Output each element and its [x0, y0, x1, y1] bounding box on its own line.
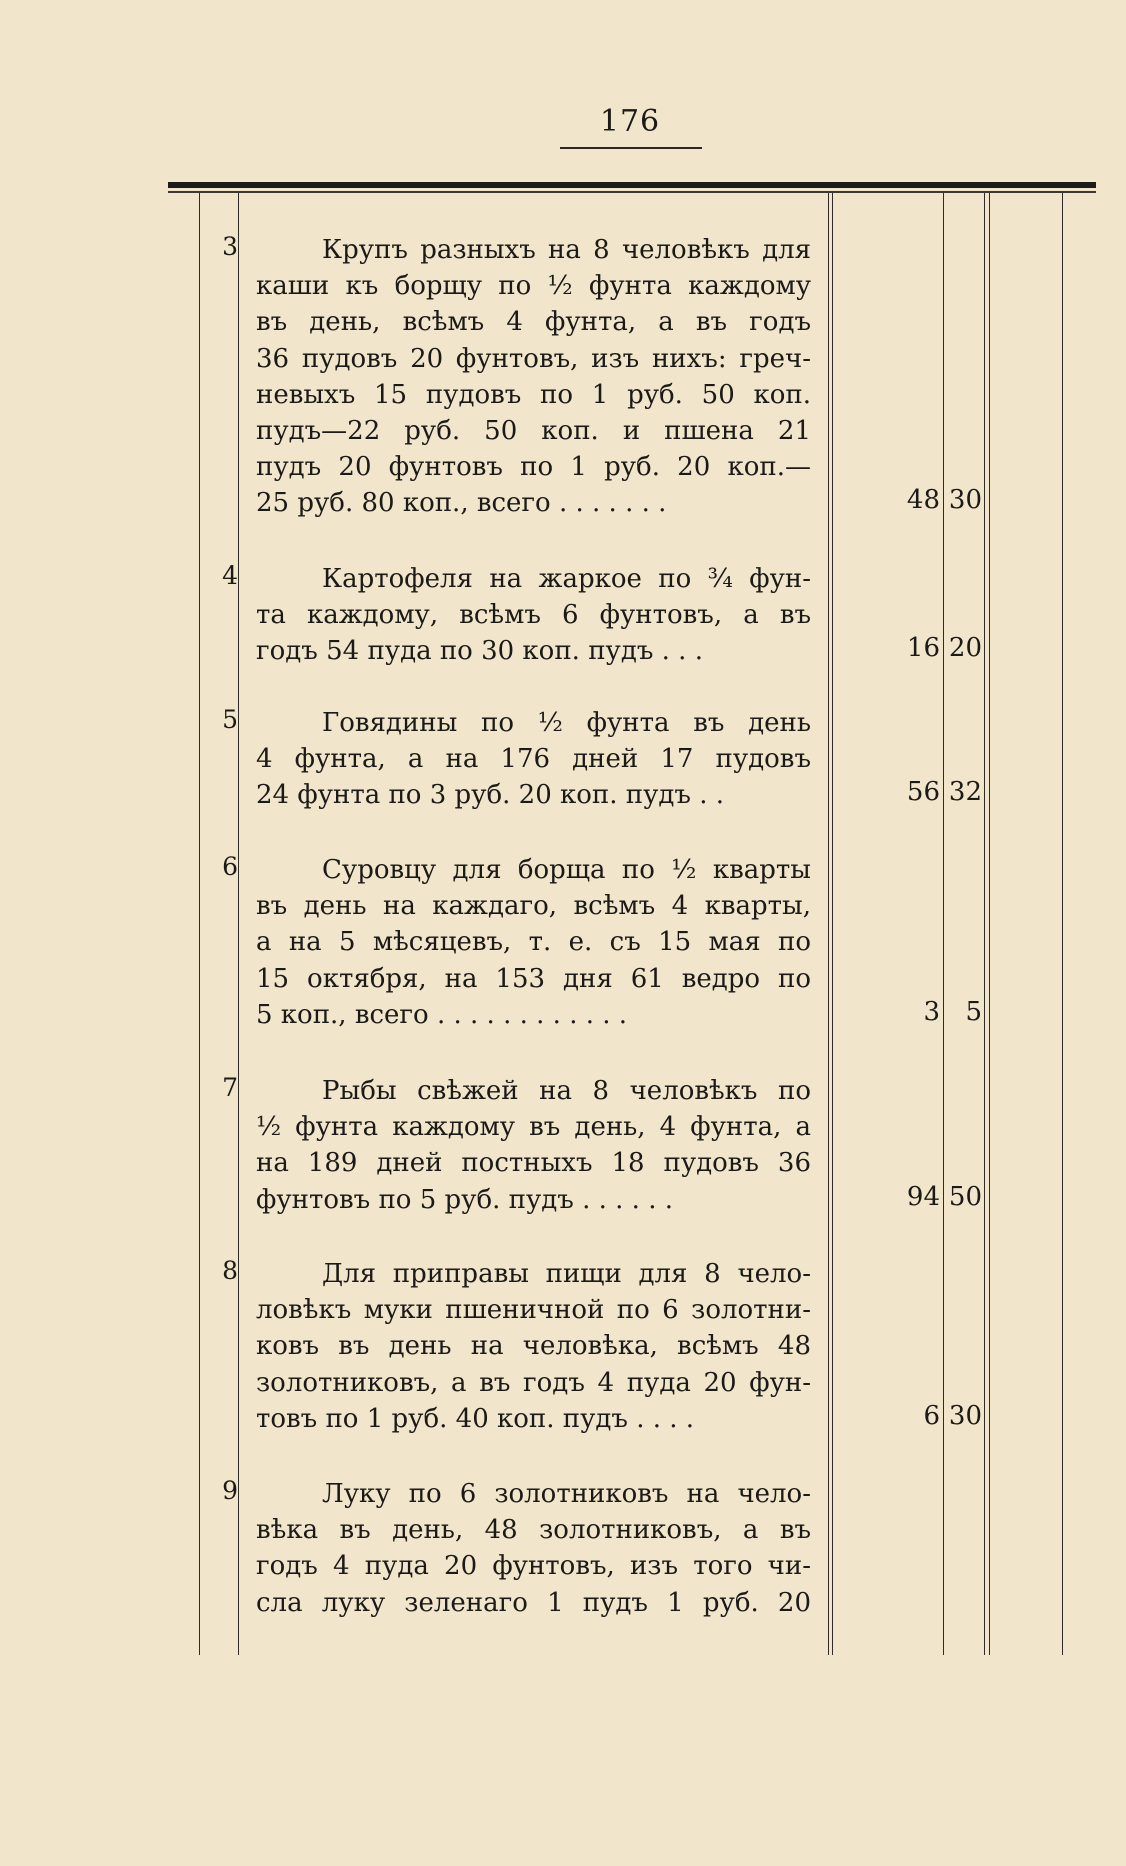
rub-column-divider-left [832, 193, 833, 1655]
page-number-rule [560, 147, 702, 149]
entry-line: товъ по 1 руб. 40 коп. пудъ . . . . [256, 1403, 695, 1434]
entry-text [256, 561, 811, 670]
entry-line: Для приправы пищи для 8 чело- [322, 1259, 811, 1289]
amount-kop: 20 [948, 633, 982, 663]
entry-text [256, 1256, 811, 1437]
page-number: 176 [599, 104, 661, 139]
entry-text [256, 705, 811, 814]
amount-rub: 56 [906, 777, 940, 807]
entry-line: Рыбы свѣжей на 8 человѣкъ по [322, 1076, 811, 1106]
entry-line: а на 5 мѣсяцевъ, т. е. съ 15 мая по [256, 927, 811, 958]
entry-line: пудъ—22 руб. 50 коп. и пшена 21 [256, 416, 811, 447]
amount-rub: 48 [906, 485, 940, 515]
amount-kop: 50 [948, 1182, 982, 1212]
entry-line: золотниковъ, а въ годъ 4 пуда 20 фун- [256, 1367, 811, 1398]
entry-line: Крупъ разныхъ на 8 человѣкъ для [322, 235, 811, 265]
number-column-divider [238, 193, 239, 1655]
entry-text [256, 1073, 811, 1218]
entry-text [256, 1476, 811, 1621]
kop-column-divider-right [984, 193, 985, 1655]
amount-kop: 5 [965, 997, 982, 1027]
entry-line: на 189 дней постныхъ 18 пудовъ 36 [256, 1148, 811, 1179]
entry-line: годъ 4 пуда 20 фунтовъ, изъ того чи- [256, 1551, 811, 1582]
entry-text [256, 232, 811, 522]
entry-line: Говядины по ½ фунта въ день [322, 708, 811, 738]
table-top-rule [168, 182, 1096, 188]
entry-line: та каждому, всѣмъ 6 фунтовъ, а въ [256, 600, 811, 631]
amount-rub: 3 [923, 997, 940, 1027]
entry-line: каши къ борщу по ½ фунта каждому [256, 271, 811, 302]
entry-number: 3 [222, 232, 238, 261]
entry-line: 25 руб. 80 коп., всего . . . . . . . [256, 488, 667, 519]
table-top-rule-thin [168, 191, 1096, 193]
entry-line: пудъ 20 фунтовъ по 1 руб. 20 коп.— [256, 452, 811, 483]
entry-line: 4 фунта, а на 176 дней 17 пудовъ [256, 744, 811, 775]
entry-number: 9 [222, 1476, 238, 1505]
entry-line: Картофеля на жаркое по ¾ фун- [322, 564, 811, 594]
entry-line: фунтовъ по 5 руб. пудъ . . . . . . [256, 1184, 673, 1215]
entry-line: Суровцу для борща по ½ кварты [322, 855, 811, 885]
entry-line: ловѣкъ муки пшеничной по 6 золотни- [256, 1295, 811, 1326]
entry-number: 4 [222, 561, 238, 590]
amount-kop: 32 [948, 777, 982, 807]
entry-line: ½ фунта каждому въ день, 4 фунта, а [256, 1112, 811, 1143]
entry-line: сла луку зеленаго 1 пудъ 1 руб. 20 [256, 1587, 811, 1618]
amount-kop: 30 [948, 485, 982, 515]
entry-line: 36 пудовъ 20 фунтовъ, изъ нихъ: греч- [256, 343, 811, 374]
entry-number: 7 [222, 1073, 238, 1102]
entry-line: вѣка въ день, 48 золотниковъ, а въ [256, 1515, 811, 1546]
left-margin-line [199, 193, 200, 1655]
entry-line: 24 фунта по 3 руб. 20 коп. пудъ . . [256, 780, 724, 811]
kop-column-divider-right-2 [989, 193, 990, 1655]
entry-line: въ день, всѣмъ 4 фунта, а въ годъ [256, 307, 811, 338]
entry-line: невыхъ 15 пудовъ по 1 руб. 50 коп. [256, 379, 811, 410]
entry-line: 15 октября, на 153 дня 61 ведро по [256, 963, 811, 994]
entry-line: годъ 54 пуда по 30 коп. пудъ . . . [256, 636, 703, 667]
kop-column-divider [943, 193, 944, 1655]
entry-number: 6 [222, 852, 238, 881]
entry-line: въ день на каждаго, всѣмъ 4 кварты, [256, 891, 811, 922]
entry-line: 5 коп., всего . . . . . . . . . . . . [256, 999, 628, 1030]
entry-number: 5 [222, 705, 238, 734]
entry-line: ковъ въ день на человѣка, всѣмъ 48 [256, 1331, 811, 1362]
entry-number: 8 [222, 1256, 238, 1285]
amount-rub: 6 [923, 1401, 940, 1431]
entry-line: Луку по 6 золотниковъ на чело- [322, 1479, 811, 1509]
text-column-divider [828, 193, 829, 1655]
amount-rub: 16 [906, 633, 940, 663]
extra-column-divider [1062, 193, 1063, 1655]
amount-rub: 94 [906, 1182, 940, 1212]
amount-kop: 30 [948, 1401, 982, 1431]
entry-text [256, 852, 811, 1033]
